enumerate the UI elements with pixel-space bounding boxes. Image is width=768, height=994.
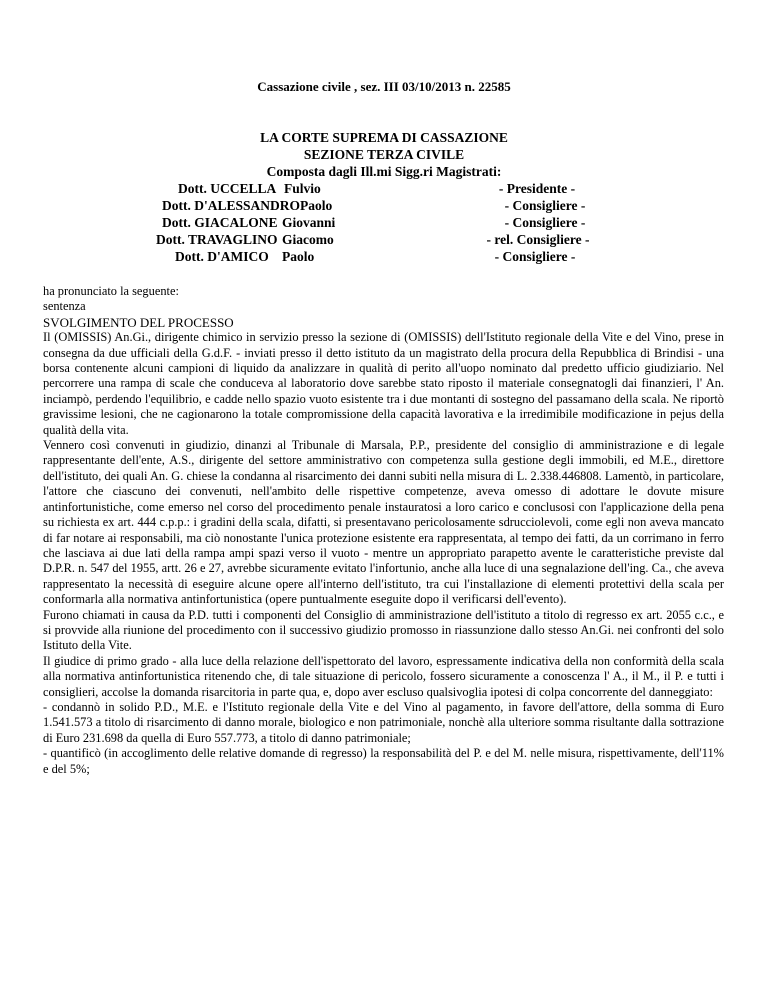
judge-first-name: Giovanni [282, 215, 336, 230]
judge-role: - Presidente - [498, 181, 576, 196]
intro-line: ha pronunciato la seguente: [43, 284, 179, 298]
court-heading [0, 129, 768, 180]
judge-first-name: Paolo [300, 198, 333, 213]
court-name: LA CORTE SUPREMA DI CASSAZIONE [260, 130, 508, 145]
judge-role: - Consigliere - [494, 249, 576, 264]
judge-role: - rel. Consigliere - [486, 232, 590, 247]
body-paragraph: - condannò in solido P.D., M.E. e l'Istituto regionale della Vite e del Vino al pagamento, in favore dell'attore, della somma di Euro 1.541.573 a titolo di risarcimento di danno morale, biologico e non patrimoniale, nonchè alla ulteriore somma risultante dalla sottrazione di Euro 231.698 da quella di Euro 557.773, a titolo di danno patrimoniale; [43, 699, 724, 745]
judge-row [0, 214, 768, 231]
judge-row [0, 231, 768, 248]
document-title: Cassazione civile , sez. III 03/10/2013 n. 22585 [257, 79, 511, 94]
judgment-body [43, 284, 724, 777]
judge-first-name: Paolo [282, 249, 315, 264]
judge-row [0, 180, 768, 197]
body-paragraph: Il (OMISSIS) An.Gi., dirigente chimico in servizio presso la sezione di (OMISSIS) dell'Istituto regionale della Vite e del Vino, prese in consegna da due ufficiali della G.d.F. - inviati presso il detto istituto da un magistrato della procura della Repubblica di Brindisi - una borsa contenente alcuni campioni di liquido da analizzare in qualità di perito all'uopo nominato dal predetto ufficio giudiziario. Nel percorrere una rampa di scale che conduceva al laboratorio dove sarebbe stato riposto il materiale consegnatogli dai finanzieri, l' An. inciampò, perdendo l'equilibrio, e cadde nello spazio vuoto esistente tra i due montanti di sostegno del passamano della scala. Ne riportò gravissime lesioni, che ne cagionarono la totale compromissione della capacità lavorativa e la irredimibile modificazione in pejus della qualità della vita. [43, 330, 724, 437]
body-paragraph: Vennero così convenuti in giudizio, dinanzi al Tribunale di Marsala, P.P., presidente del consiglio di amministrazione e di legale rappresentante dell'ente, A.S., dirigente del settore amministrativo con competenza sulla gestione degli immobili, ed M.E., direttore dell'istituto, dei quali An. G. chiese la condanna al risarcimento dei danni subiti nella misura di L. 2.338.446808. Lamentò, in particolare, l'attore che ciascuno dei convenuti, nell'ambito delle rispettive competenze, aveva omesso di adottare le dovute misure antinfortunistiche, come emerso nel corso del procedimento penale instauratosi a loro carico e conclusosi con l'applicazione della pena su richiesta ex art. 444 c.p.p.: i gradini della scala, difatti, si presentavano pericolosamente sdrucciolevoli, come egli non aveva mancato di far notare ai responsabili, ma ciò nonostante l'unica protezione esistente era rappresentata, al tempo dei fatti, da un corrimano in ferro che lasciava ai due lati della rampa ampi spazi verso il vuoto - mentre un appropriato parapetto avente le caratteristiche previste dal D.P.R. n. 547 del 1955, artt. 26 e 27, avrebbe sicuramente evitato l'infortunio, anche alla luce di una segnalazione dell'ing. Ca., che aveva rappresentato la necessità di eseguire alcune opere all'interno dell'istituto, tra cui l'installazione di elementi protettivi della scala per conformarla alla normativa antinfortunistica (opere puntualmente eseguite dopo il verificarsi dell'evento). [43, 438, 724, 607]
judge-row [0, 248, 768, 265]
judge-role: - Consigliere - [504, 215, 586, 230]
court-composition: Composta dagli Ill.mi Sigg.ri Magistrati: [266, 164, 502, 179]
body-paragraph: Il giudice di primo grado - alla luce della relazione dell'ispettorato del lavoro, espressamente indicativa della non conformità della scala alla normativa antinfortunistica ritenendo che, di tale situazione di pericolo, fossero sicuramente a conoscenza l' A., il M., il P. e tutti i consiglieri, accolse la domanda risarcitoria in parte qua, e, dopo aver escluso qualsivoglia ipotesi di colpa concorrente del danneggiato: [43, 653, 724, 699]
judge-title: Dott. D'ALESSANDRO [162, 198, 301, 213]
judge-title: Dott. D'AMICO [175, 249, 269, 264]
court-section: SEZIONE TERZA CIVILE [303, 147, 465, 162]
body-paragraph: - quantificò (in accoglimento delle relative domande di regresso) la responsabilità del P. e del M. nelle misura, rispettivamente, dell'11% e del 5%; [43, 746, 724, 776]
judges-panel [0, 180, 768, 265]
judge-title: Dott. GIACALONE [162, 215, 278, 230]
judge-role: - Consigliere - [504, 198, 586, 213]
section-heading: SVOLGIMENTO DEL PROCESSO [43, 314, 234, 330]
body-paragraph: Furono chiamati in causa da P.D. tutti i componenti del Consiglio di amministrazione dell'istituto a titolo di regresso ex art. 2055 c.c., e si provvide alla riunione del procedimento con il successivo giudizio promosso in riassunzione dallo stesso An.Gi. nei confronti del solo Istituto della Vite. [43, 607, 724, 653]
judge-first-name: Fulvio [284, 181, 321, 196]
document-type: sentenza [43, 299, 86, 314]
judge-first-name: Giacomo [282, 232, 334, 247]
judge-title: Dott. TRAVAGLINO [156, 232, 278, 247]
judge-title: Dott. UCCELLA [178, 181, 277, 196]
judge-row [0, 197, 768, 214]
